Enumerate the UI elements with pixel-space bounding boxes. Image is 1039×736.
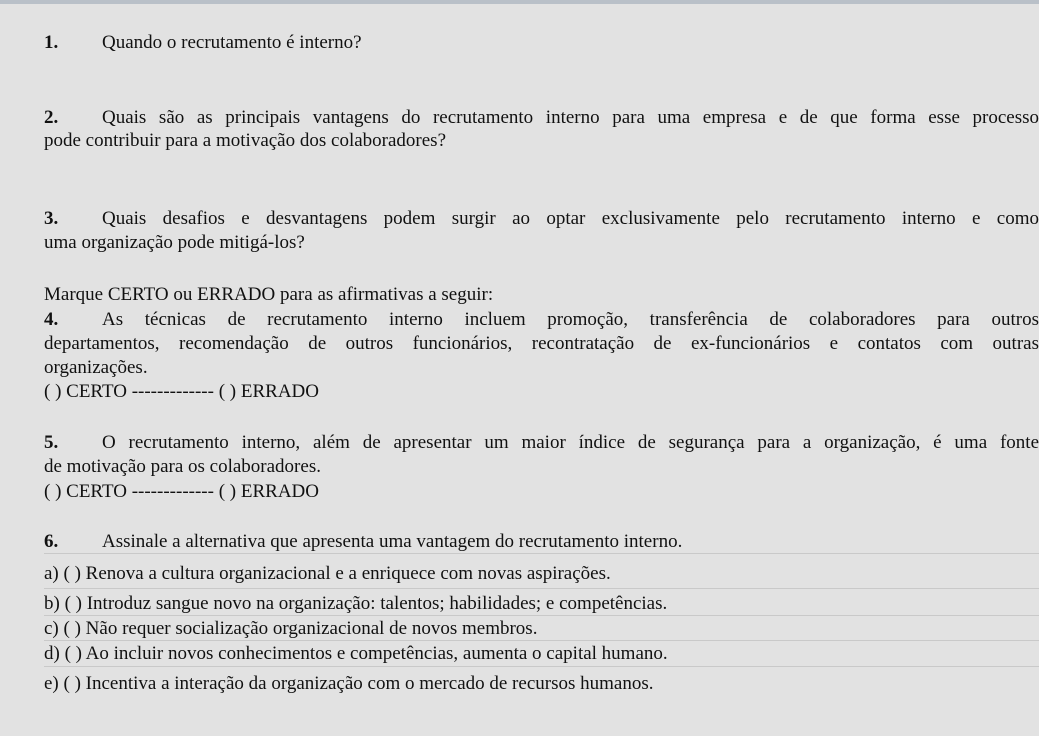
question-4-certo-checkbox[interactable]: ( ) CERTO xyxy=(44,381,127,402)
question-5-certo-checkbox[interactable]: ( ) CERTO xyxy=(44,481,127,502)
option-a[interactable]: a) ( ) Renova a cultura organizacional e a enriquece com novas aspirações. xyxy=(44,563,611,584)
question-4-errado-checkbox[interactable]: ( ) ERRADO xyxy=(218,381,319,402)
question-2-line-2: pode contribuir para a motivação dos colaboradores? xyxy=(44,130,447,151)
option-e[interactable]: e) ( ) Incentiva a interação da organização com o mercado de recursos humanos. xyxy=(44,673,654,694)
question-1 xyxy=(44,32,362,54)
question-1-text: Quando o recrutamento é interno? xyxy=(102,32,362,53)
question-5-dashes: ------------- xyxy=(131,481,214,502)
question-3-number: 3. xyxy=(44,208,59,229)
question-3-line-1: 3. Quais desafios e desvantagens podem surgir ao optar exclusivamente pelo recrutamento interno e como xyxy=(44,208,1039,229)
question-4-dashes: ------------- xyxy=(131,381,214,402)
divider xyxy=(44,640,1039,641)
question-4-line-2: departamentos, recomendação de outros funcionários, recontratação de ex-funcionários e contatos com outras xyxy=(44,333,1039,354)
question-5-line-1: 5. O recrutamento interno, além de apresentar um maior índice de segurança para a organização, é uma fonte xyxy=(44,432,1039,453)
option-b[interactable]: b) ( ) Introduz sangue novo na organização: talentos; habilidades; e competências. xyxy=(44,593,668,614)
question-5-line-2: de motivação para os colaboradores. xyxy=(44,456,321,477)
question-6-number: 6. xyxy=(44,531,59,552)
divider xyxy=(44,666,1039,667)
question-4-line-3: organizações. xyxy=(44,357,148,378)
question-1-number: 1. xyxy=(44,32,59,53)
question-2-number: 2. xyxy=(44,107,59,128)
question-6 xyxy=(44,531,682,553)
question-3-line-2: uma organização pode mitigá-los? xyxy=(44,232,305,253)
divider xyxy=(44,553,1039,554)
question-2-line-1: 2. Quais são as principais vantagens do recrutamento interno para uma empresa e de que forma esse processo xyxy=(44,107,1039,128)
question-4-answer xyxy=(44,381,319,403)
question-5-errado-checkbox[interactable]: ( ) ERRADO xyxy=(218,481,319,502)
question-4-line-1: 4. As técnicas de recrutamento interno incluem promoção, transferência de colaboradores para outros xyxy=(44,309,1039,330)
question-6-text: Assinale a alternativa que apresenta uma vantagem do recrutamento interno. xyxy=(102,531,683,552)
question-4-number: 4. xyxy=(44,309,59,330)
question-5-answer xyxy=(44,481,319,503)
option-d[interactable]: d) ( ) Ao incluir novos conhecimentos e competências, aumenta o capital humano. xyxy=(44,643,668,664)
option-c[interactable]: c) ( ) Não requer socialização organizacional de novos membros. xyxy=(44,618,538,639)
divider xyxy=(44,615,1039,616)
question-5-number: 5. xyxy=(44,432,59,453)
divider xyxy=(44,588,1039,589)
instruction: Marque CERTO ou ERRADO para as afirmativas a seguir: xyxy=(44,284,494,305)
